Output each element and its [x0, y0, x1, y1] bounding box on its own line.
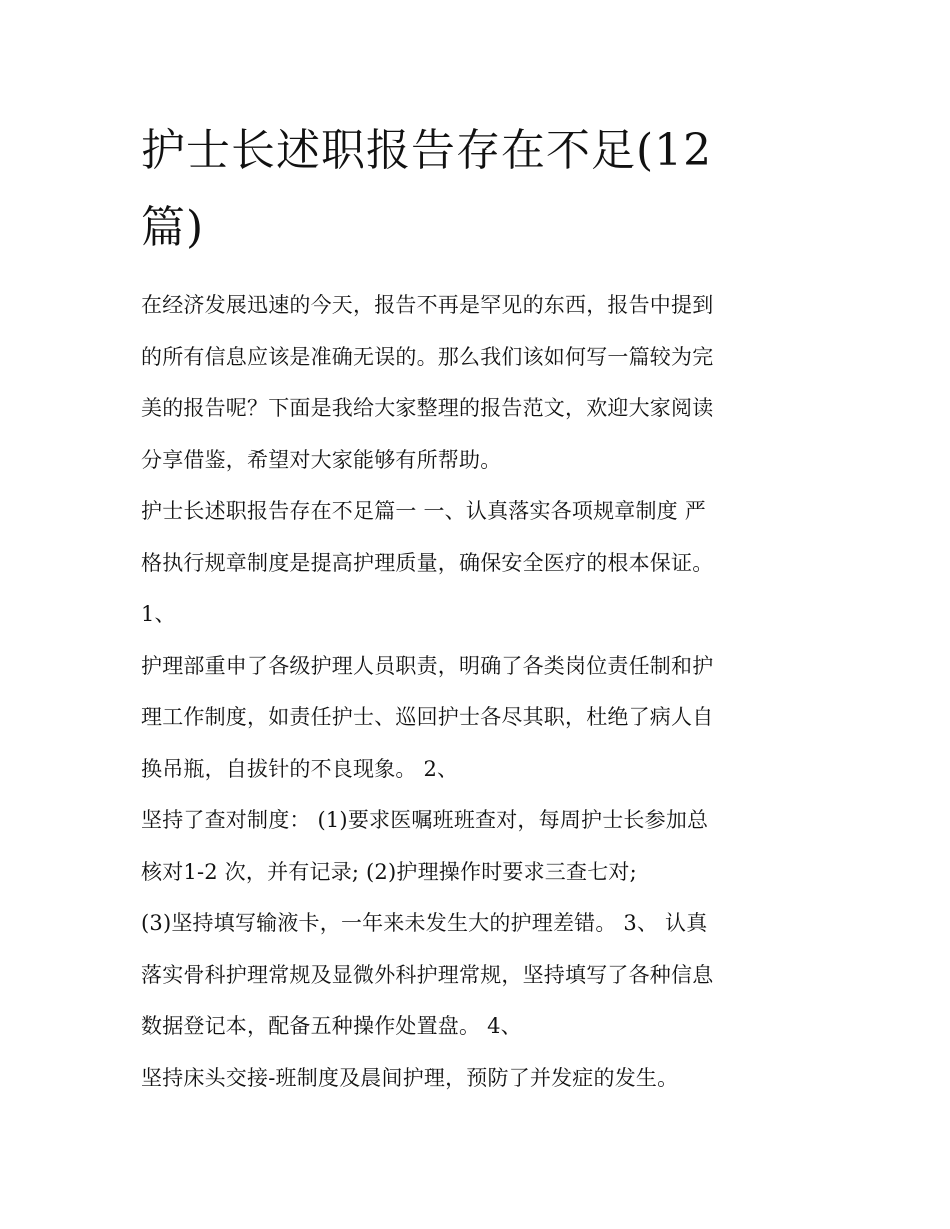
title-line: 护士长述职报告存在不足(12	[141, 125, 713, 176]
document-body	[141, 280, 813, 1104]
body-line: 美的报告呢？下面是我给大家整理的报告范文，欢迎大家阅读	[141, 396, 714, 420]
title-line: 篇)	[141, 202, 205, 253]
body-line: 格执行规章制度是提高护理质量，确保安全医疗的根本保证。	[141, 550, 714, 575]
body-line: 坚持了查对制度： (1)要求医嘱班班查对，每周护士长参加总	[141, 808, 709, 832]
body-line: 1、	[141, 602, 176, 626]
body-line: (3)坚持填写输液卡，一年来未发生大的护理差错。 3、 认真	[141, 911, 708, 935]
body-line: 核对1-2 次，并有记录; (2)护理操作时要求三查七对;	[141, 859, 637, 884]
body-line: 在经济发展迅速的今天，报告不再是罕见的东西，报告中提到	[141, 293, 714, 317]
body-line: 护士长述职报告存在不足篇一 一、认真落实各项规章制度 严	[141, 499, 706, 523]
body-line: 数据登记本，配备五种操作处置盘。 4、	[141, 1014, 522, 1038]
body-line: 落实骨科护理常规及显微外科护理常规，坚持填写了各种信息	[141, 962, 714, 987]
body-line: 理工作制度，如责任护士、巡回护士各尽其职，杜绝了病人自	[141, 705, 714, 729]
body-line: 分享借鉴，希望对大家能够有所帮助。	[141, 447, 502, 472]
body-line: 的所有信息应该是准确无误的。那么我们该如何写一篇较为完	[141, 344, 714, 369]
body-line: 换吊瓶，自拔针的不良现象。 2、	[141, 756, 459, 781]
body-line: 护理部重申了各级护理人员职责，明确了各类岗位责任制和护	[141, 653, 714, 678]
document-title	[141, 112, 813, 266]
document-page	[141, 112, 813, 1104]
body-line: 坚持床头交接-班制度及晨间护理，预防了并发症的发生。	[141, 1065, 679, 1090]
